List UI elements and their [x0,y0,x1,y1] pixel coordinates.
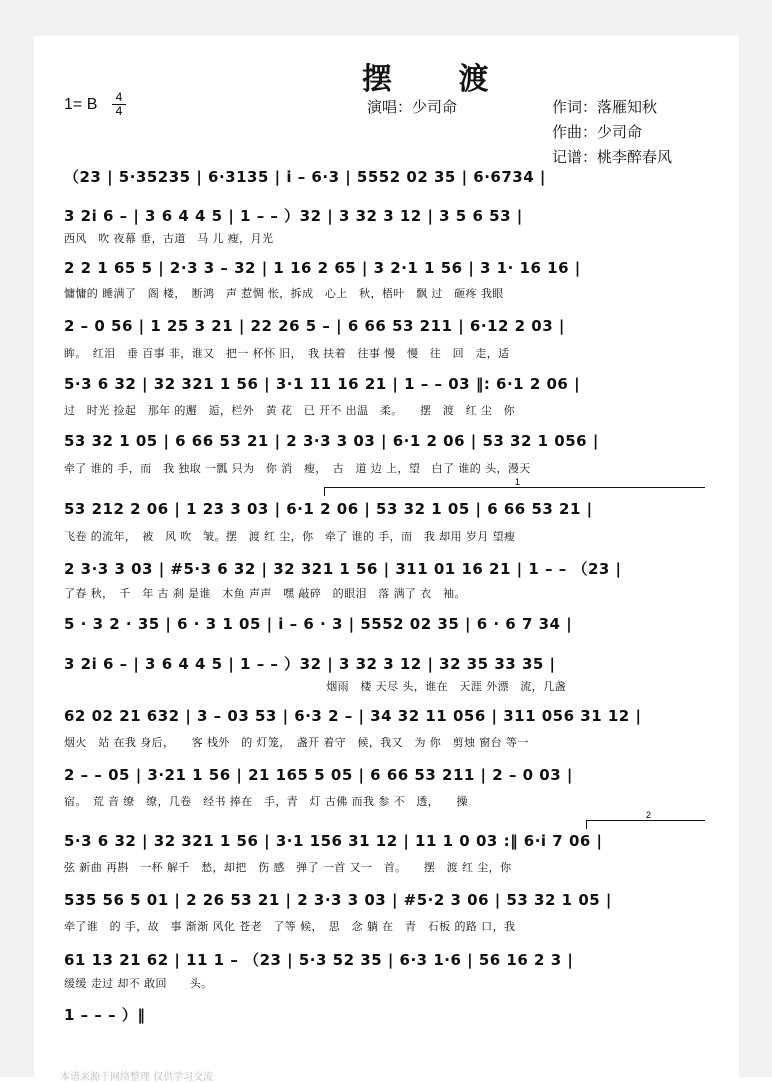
notation-row-15: 61 13 21 62 | 11 1 – （23 | 5·3 52 35 | 6·3 1·6 | 56 16 2 3 | [64,951,574,969]
notation-row-1: （23 | 5·35235 | 6·3135 | i – 6·3 | 5552 02 35 | 6·6734 | [64,168,546,186]
second-ending-number: 2 [646,810,652,820]
lyrics-row-7: 飞卷 的流年， 被 风 吹 皱。摆 渡 红 尘，你 牵了 谁的 手，而 我 却用 岁月 望瘦 [64,530,516,543]
notation-row-13: 5·3 6 32 | 32 321 1 56 | 3·1 156 31 12 | 11 1 0 03 :‖ 6·i 7 06 | [64,832,603,850]
composer-credit: 作曲：少司命 [552,123,643,141]
song-title: 摆 渡 [362,62,517,97]
lyrics-row-14: 牵了谁 的 手，故 事 渐渐 风化 苍老 了等 候， 思 念 躺 在 青 石板 的路 口，我 [64,920,516,933]
singer-credit: 演唱：少司命 [367,98,458,116]
lyricist-credit: 作词：落雁知秋 [552,98,658,116]
notation-row-12: 2 – – 05 | 3·21 1 56 | 21 165 5 05 | 6 66 53 211 | 2 – 0 03 | [64,766,573,784]
notation-row-3: 2 2 1 65 5 | 2·3 3 – 32 | 1 16 2 65 | 3 2·1 1 56 | 3 1· 16 16 | [64,259,581,277]
lyrics-row-2: 西风 吹 夜幕 垂，古道 马 儿 瘦，月光 [64,232,274,245]
time-signature-numerator: 4 [115,90,123,104]
lyrics-row-3: 慵慵的 睡满了 阁 楼， 断鸿 声 惹惆 怅，拆成 心上 秋，梧叶 飘 过 砸疼 我眼 [64,287,504,300]
notation-row-16: 1 – – – ）‖ [64,1006,146,1024]
notation-row-11: 62 02 21 632 | 3 – 03 53 | 6·3 2 – | 34 32 11 056 | 311 056 31 12 | [64,707,642,725]
transcriber-credit: 记谱：桃李醉春风 [552,148,673,166]
lyrics-row-4: 眸。 红泪 垂 百事 非，谁又 把一 杯怀 旧， 我 扶着 往事 慢 慢 往 回 走，适 [64,347,510,360]
notation-row-9: 5 · 3 2 · 35 | 6 · 3 1 05 | i – 6 · 3 | 5552 02 35 | 6 · 6 7 34 | [64,615,573,633]
notation-row-14: 535 56 5 01 | 2 26 53 21 | 2 3·3 3 03 | #5·2 3 06 | 53 32 1 05 | [64,891,612,909]
footer-note: 本谱来源于网络整理 仅供学习交流 [60,1072,214,1083]
lyrics-row-10: 烟雨 楼 天尽 头，谁在 天涯 外漂 流，几盏 [64,680,566,693]
first-ending-number: 1 [515,477,521,487]
lyrics-row-5: 过 时光 捡起 那年 的邂 逅，栏外 黄 花 已 开不 出温 柔。 摆 渡 红 尘 你 [64,404,516,417]
first-ending-bracket [324,477,705,496]
notation-row-8: 2 3·3 3 03 | #5·3 6 32 | 32 321 1 56 | 311 01 16 21 | 1 – – （23 | [64,560,622,578]
lyrics-row-11: 烟火 站 在我 身后， 客 栈外 的 灯笼， 盏开 着守 候，我又 为 你 剪烛 窗台 等一 [64,736,529,749]
notation-row-6: 53 32 1 05 | 6 66 53 21 | 2 3·3 3 03 | 6·1 2 06 | 53 32 1 056 | [64,432,599,450]
second-ending-bracket [586,810,705,829]
notation-row-2: 3 2i 6 – | 3 6 4 4 5 | 1 – – ）32 | 3 32 3 12 | 3 5 6 53 | [64,207,523,225]
time-signature [112,91,126,118]
notation-row-7: 53 212 2 06 | 1 23 3 03 | 6·1 2 06 | 53 32 1 05 | 6 66 53 21 | [64,500,593,518]
notation-row-10: 3 2i 6 – | 3 6 4 4 5 | 1 – – ）32 | 3 32 3 12 | 32 35 33 35 | [64,655,556,673]
lyrics-row-6: 牵了 谁的 手，而 我 独取 一瓢 只为 你 消 瘦， 古 道 边 上，望 白了 谁的 头，漫天 [64,462,531,475]
notation-row-4: 2 – 0 56 | 1 25 3 21 | 22 26 5 – | 6 66 53 211 | 6·12 2 03 | [64,317,565,335]
key-signature: 1= B [64,96,98,113]
lyrics-row-15: 缓缓 走过 却不 敢回 头。 [64,977,213,990]
lyrics-row-13: 弦 新曲 再斟 一杯 解千 愁，却把 伤 感 弹了 一首 又一 首。 摆 渡 红 尘，你 [64,861,512,874]
notation-row-5: 5·3 6 32 | 32 321 1 56 | 3·1 11 16 21 | 1 – – 03 ‖: 6·1 2 06 | [64,375,581,393]
time-signature-denominator: 4 [112,104,126,118]
lyrics-row-8: 了春 秋， 千 年 古 刹 是谁 木鱼 声声 嘿 敲碎 的眼泪 落 满了 衣 袖。 [64,587,466,600]
lyrics-row-12: 宿。 荒 音 缭 缭，几卷 经书 捧在 手，青 灯 古佛 而我 参 不 透， 操 [64,795,468,808]
